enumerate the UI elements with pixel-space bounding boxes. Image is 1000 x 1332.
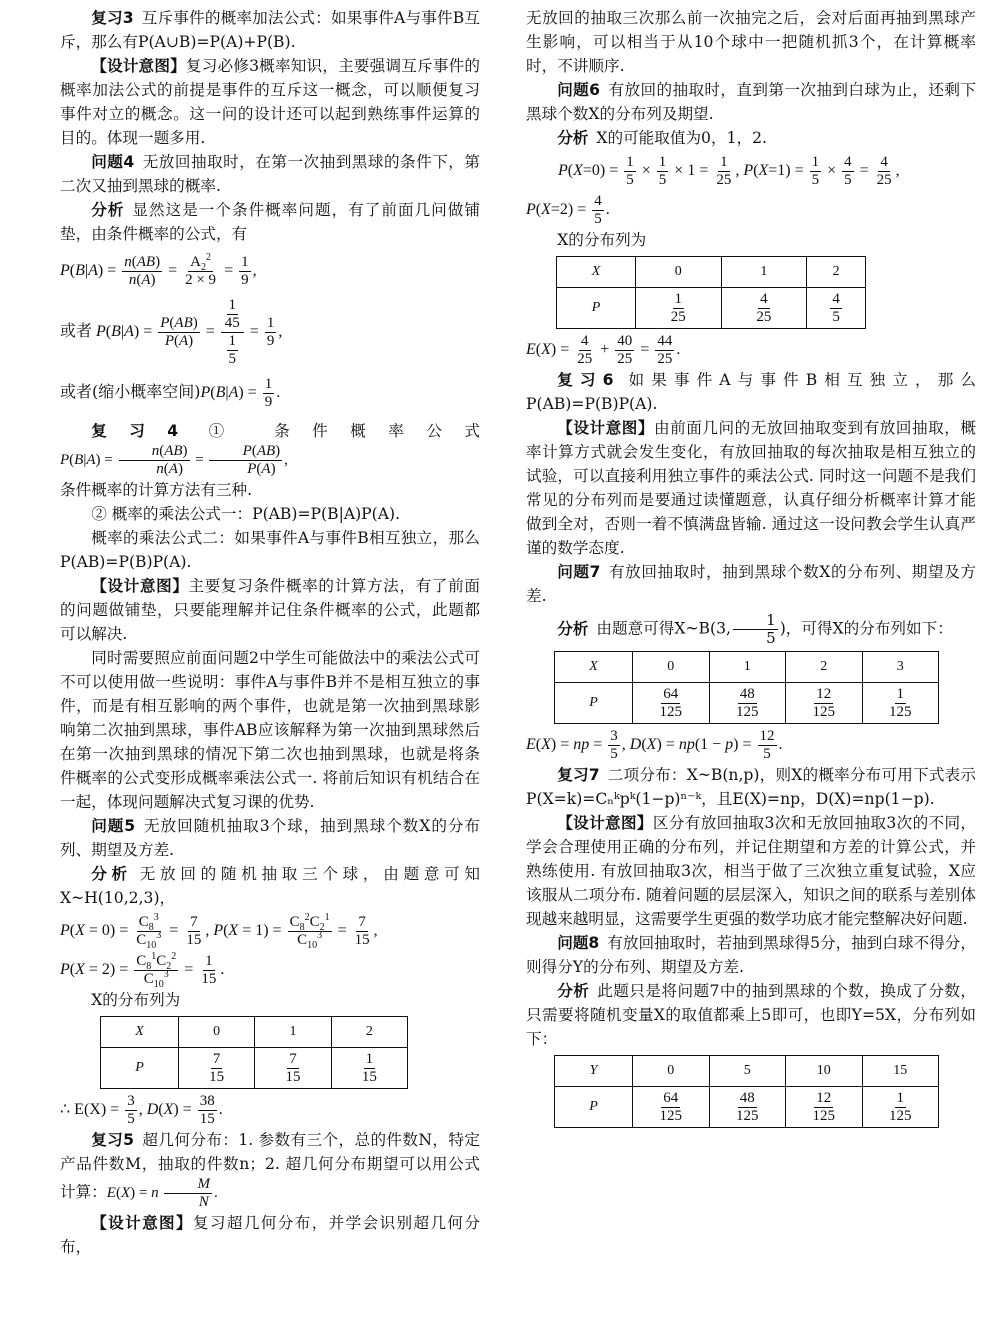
table-cell: 0 — [636, 257, 722, 288]
review-4: 复习4 ① 条件概率公式 P(B|A) = $\frac{n(AB)}{n(A)}$ = $\frac{P(AB)}{P(A)}$ , — [60, 422, 480, 477]
table-cell: $\frac{4}{25}$ — [721, 288, 807, 329]
review-4-mult-1: ② 概率的乘法公式一：P(AB)=P(B|A)P(A). — [91, 505, 401, 523]
question-4 — [60, 150, 480, 198]
formula-hyper-p2: P(X = 2) = $\frac{C_8^1C_2^2}{C_{10}^3}$ = $\frac{1}{15}$ . — [60, 951, 225, 990]
table-cell: 0 — [633, 1056, 710, 1087]
table-cell: X — [101, 1017, 179, 1048]
review-4-tail: 条件概率的计算方法有三种. — [60, 481, 253, 499]
distribution-table-2 — [556, 256, 866, 329]
table-cell: $\frac{48}{125}$ — [709, 683, 786, 724]
review-3-text: 互斥事件的概率加法公式：如果事件A与事件B互斥，那么有P(A∪B)=P(A)+P(B). — [60, 9, 480, 51]
design-intent-3 — [60, 1211, 480, 1259]
table-row — [555, 652, 939, 683]
table-cell: $\frac{12}{125}$ — [786, 683, 863, 724]
formula-cond-prob-3: 或者(缩小概率空间)P(B|A) = $\frac{1}{9}$ . — [60, 376, 281, 410]
table-cell: 0 — [179, 1017, 255, 1048]
table-cell: $\frac{7}{15}$ — [179, 1048, 255, 1089]
question-6-text: 有放回的抽取时，直到第一次抽到白球为止，还剩下黑球个数X的分布列及期望. — [526, 81, 976, 123]
design-intent-label: 【设计意图】 — [91, 1214, 193, 1232]
analysis-6 — [526, 126, 976, 150]
question-8-text: 有放回抽取时，若抽到黑球得5分，抽到白球不得分，则得分Y的分布列、期望及方差. — [526, 934, 976, 976]
table-cell: $\frac{12}{125}$ — [786, 1087, 863, 1128]
question-7-label: 问题7 — [557, 563, 601, 581]
table-cell: $\frac{4}{5}$ — [807, 288, 866, 329]
formula-expectation-2: E(X) = $\frac{4}{25}$ + $\frac{40}{25}$ = $\frac{44}{25}$ . — [526, 333, 681, 367]
review-4-label: 复习4 — [91, 422, 179, 440]
formula-hyper-p0-p1: P(X = 0) = $\frac{C_8^3}{C_{10}^3}$ = $\frac{7}{15}$ , P(X = 1) = $\frac{C_8^2C_2^1}{C_{10}^3}$ = $\frac{7}{15}$ , — [60, 912, 378, 951]
question-5-text: 无放回随机抽取3个球，抽到黑球个数X的分布列、期望及方差. — [60, 817, 480, 859]
analysis-5-text: 无放回的随机抽取三个球，由题意可知X~H(10,2,3)， — [60, 865, 480, 907]
formula-expectation-3: E(X) = np = $\frac{3}{5}$ , D(X) = np(1 − p) = $\frac{12}{5}$ . — [526, 728, 783, 762]
review-7 — [526, 763, 976, 811]
review-3-label: 复习3 — [91, 9, 134, 27]
table-cell: $\frac{1}{25}$ — [636, 288, 722, 329]
analysis-7-label: 分析 — [557, 619, 589, 638]
table-cell: P — [557, 288, 636, 329]
distribution-table-4 — [554, 1055, 939, 1128]
design-intent-2 — [60, 574, 480, 646]
design-intent-label: 【设计意图】 — [557, 419, 654, 437]
table-row — [557, 288, 866, 329]
left-column — [60, 6, 480, 1332]
review-7-text: 二项分布：X~B(n,p)，则X的概率分布可用下式表示P(X=k)=Cₙᵏpᵏ(1−p)ⁿ⁻ᵏ，且E(X)=np，D(X)=np(1−p). — [526, 766, 976, 808]
analysis-5-label: 分析 — [91, 865, 132, 883]
design-intent-3-text: 复习超几何分布，并学会识别超几何分布， — [60, 1214, 480, 1256]
design-intent-2-text: 主要复习条件概率的计算方法，有了前面的问题做铺垫，只要能理解并记住条件概率的公式，此题都可以解决. — [60, 577, 480, 643]
formula-cond-prob-2: 或者 P(B|A) = $\frac{P(AB)}{P(A)}$ = $\frac{\frac{1}{45}}{\frac{1}{5}}$ = $\frac{1}{9}$ , — [60, 297, 283, 367]
design-intent-4-text: 由前面几问的无放回抽取变到有放回抽取，概率计算方式就会发生变化，有放回抽取的每次抽取是相互独立的试验，可以直接利用独立事件的乘法公式. 同时这一问题不是我们常见的分布列而是要通过读懂题意，认真仔细分析概率计算才能做到全对，否则一着不慎满盘皆输. 通过这一设问教会学生认真严谨的数学态度. — [526, 419, 976, 557]
table-cell: P — [555, 683, 633, 724]
distribution-table-3 — [554, 651, 939, 724]
analysis-8 — [526, 979, 976, 1051]
table-cell: 15 — [862, 1056, 939, 1087]
review-5-text: 超几何分布：1. 参数有三个，总的件数N，特定产品件数M，抽取的件数n；2. 超几何分布期望可以用公式计算： — [60, 1131, 480, 1201]
analysis-4-text: 显然这是一个条件概率问题，有了前面几问做铺垫，由条件概率的公式，有 — [60, 201, 480, 243]
design-intent-5 — [526, 811, 976, 931]
analysis-8-label: 分析 — [557, 982, 590, 1000]
table-cell: 0 — [633, 652, 710, 683]
table-cell: 2 — [331, 1017, 407, 1048]
right-column — [526, 6, 976, 1332]
formula-cond-prob-1: P(B|A) = $\frac{n(AB)}{n(A)}$ = $\frac{A_2^2}{2 \times 9}$ = $\frac{1}{9}$ , — [60, 252, 257, 288]
or-label-2: 或者(缩小概率空间) — [60, 382, 201, 402]
continued-text: 无放回的抽取三次那么前一次抽完之后，会对后面再抽到黑球产生影响，可以相当于从10个球中一把随机抓3个，在计算概率时，不讲顺序. — [526, 9, 976, 75]
table-cell: 10 — [786, 1056, 863, 1087]
table-cell: X — [557, 257, 636, 288]
table-cell: $\frac{1}{15}$ — [331, 1048, 407, 1089]
question-4-text: 无放回抽取时，在第一次抽到黑球的条件下，第二次又抽到黑球的概率. — [60, 153, 480, 195]
table-cell: 5 — [709, 1056, 786, 1087]
question-7-text: 有放回抽取时，抽到黑球个数X的分布列、期望及方差. — [526, 563, 976, 605]
table-cell: 1 — [709, 652, 786, 683]
table-cell: $\frac{64}{125}$ — [633, 683, 710, 724]
table-cell: $\frac{48}{125}$ — [709, 1087, 786, 1128]
formula-expectation-1: ∴ E(X) = $\frac{3}{5}$ , D(X) = $\frac{38}{15}$ . — [60, 1093, 223, 1127]
question-6-label: 问题6 — [557, 81, 601, 99]
design-intent-4 — [526, 416, 976, 560]
table-cell: P — [101, 1048, 179, 1089]
table-cell: Y — [555, 1056, 633, 1087]
review-6-label: 复习6 — [557, 371, 614, 389]
dist-caption-2: X的分布列为 — [557, 231, 647, 249]
review-6-text: 如果事件A与事件B相互独立，那么P(AB)=P(B)P(A). — [526, 371, 976, 413]
extra-paragraph: 同时需要照应前面问题2中学生可能做法中的乘法公式可不可以使用做一些说明：事件A与事件B并不是相互独立的事件，而是有相互影响的两个事件，也就是第一次抽到黑球影响第二次抽到黑球，事件AB应该解释为第一次抽到黑球然后在第一次抽到黑球的情况下第二次也抽到黑球，也就是将条件概率的公式变形成概率乘法公式一. 将前后知识有机结合在一起，体现问题解决式复习课的优势. — [60, 649, 480, 811]
table-row — [555, 1056, 939, 1087]
design-intent-5-text: 区分有放回抽取3次和无放回抽取3次的不同，学会合理使用正确的分布列，并记住期望和方差的计算公式，并熟练使用. 有放回抽取3次，相当于做了三次独立重复试验，X应该服从二项分布. 随着问题的层层深入，知识之间的联系与差别体现越来越明显，这需要学生更强的数学功底才能完整解决好问题. — [526, 814, 976, 928]
analysis-6-text: X的可能取值为0，1，2. — [596, 129, 767, 147]
design-intent-1-text: 复习必修3概率知识，主要强调互斥事件的概率加法公式的前提是事件的互斥这一概念，可以顺便复习事件对立的概念。这一问的设计还可以起到熟练事件运算的目的。体现一题多用. — [60, 57, 480, 147]
formula-q6-p0-p1: P(X=0) = $\frac{1}{5}$ × $\frac{1}{5}$ × 1 = $\frac{1}{25}$ , P(X=1) = $\frac{1}{5}$ × $\frac{4}{5}$ = $\frac{4}{25}$ , — [558, 154, 900, 188]
or-label-1: 或者 — [60, 321, 93, 341]
analysis-7-pre: 由题意可得X~B(3, — [596, 619, 731, 638]
table-row — [101, 1017, 408, 1048]
table-cell: 2 — [807, 257, 866, 288]
analysis-6-label: 分析 — [557, 129, 589, 147]
dist-caption-1: X的分布列为 — [91, 991, 181, 1009]
design-intent-label: 【设计意图】 — [91, 577, 189, 595]
table-row — [101, 1048, 408, 1089]
question-7 — [526, 560, 976, 608]
design-intent-label: 【设计意图】 — [557, 814, 653, 832]
table-cell: X — [555, 652, 633, 683]
therefore-label: ∴ E(X) = — [60, 1101, 120, 1119]
analysis-8-text: 此题只是将问题7中的抽到黑球的个数，换成了分数，只需要将随机变量X的取值都乘上5即可，也即Y=5X，分布列如下： — [526, 982, 976, 1048]
table-cell: $\frac{7}{15}$ — [255, 1048, 331, 1089]
review-7-label: 复习7 — [557, 766, 600, 784]
table-cell: $\frac{1}{125}$ — [862, 1087, 939, 1128]
question-5-label: 问题5 — [91, 817, 136, 835]
review-5: 复习5 超几何分布：1. 参数有三个，总的件数N，特定产品件数M，抽取的件数n；2. 超几何分布期望可以用公式计算：E(X) = n $\frac{M}{N}$ . — [60, 1131, 480, 1210]
table-cell: 3 — [862, 652, 939, 683]
review-5-label: 复习5 — [91, 1131, 135, 1149]
table-cell: 1 — [255, 1017, 331, 1048]
question-8-label: 问题8 — [557, 934, 600, 952]
table-row — [555, 683, 939, 724]
analysis-4 — [60, 198, 480, 246]
analysis-5 — [60, 862, 480, 910]
analysis-7: 分析 由题意可得X~B(3, $\frac{1}{5}$ )，可得X的分布列如下： — [557, 611, 953, 647]
formula-q6-p2: P(X=2) = $\frac{4}{5}$ . — [526, 193, 610, 227]
review-6 — [526, 368, 976, 416]
distribution-table-1 — [100, 1016, 408, 1089]
design-intent-1 — [60, 54, 480, 150]
table-row — [557, 257, 866, 288]
review-4-mult-2: 概率的乘法公式二：如果事件A与事件B相互独立，那么P(AB)=P(B)P(A). — [60, 529, 480, 571]
table-cell: $\frac{64}{125}$ — [633, 1087, 710, 1128]
table-cell: $\frac{1}{125}$ — [862, 683, 939, 724]
review-3 — [60, 6, 480, 54]
question-6 — [526, 78, 976, 126]
question-5 — [60, 814, 480, 862]
question-4-label: 问题4 — [91, 153, 135, 171]
table-cell: 1 — [721, 257, 807, 288]
analysis-4-label: 分析 — [91, 201, 125, 219]
question-8 — [526, 931, 976, 979]
review-4-text: ① 条件概率公式 — [186, 422, 480, 440]
table-cell: 2 — [786, 652, 863, 683]
analysis-7-post: )，可得X的分布列如下： — [779, 619, 953, 638]
design-intent-label: 【设计意图】 — [91, 57, 186, 75]
table-row — [555, 1087, 939, 1128]
table-cell: P — [555, 1087, 633, 1128]
